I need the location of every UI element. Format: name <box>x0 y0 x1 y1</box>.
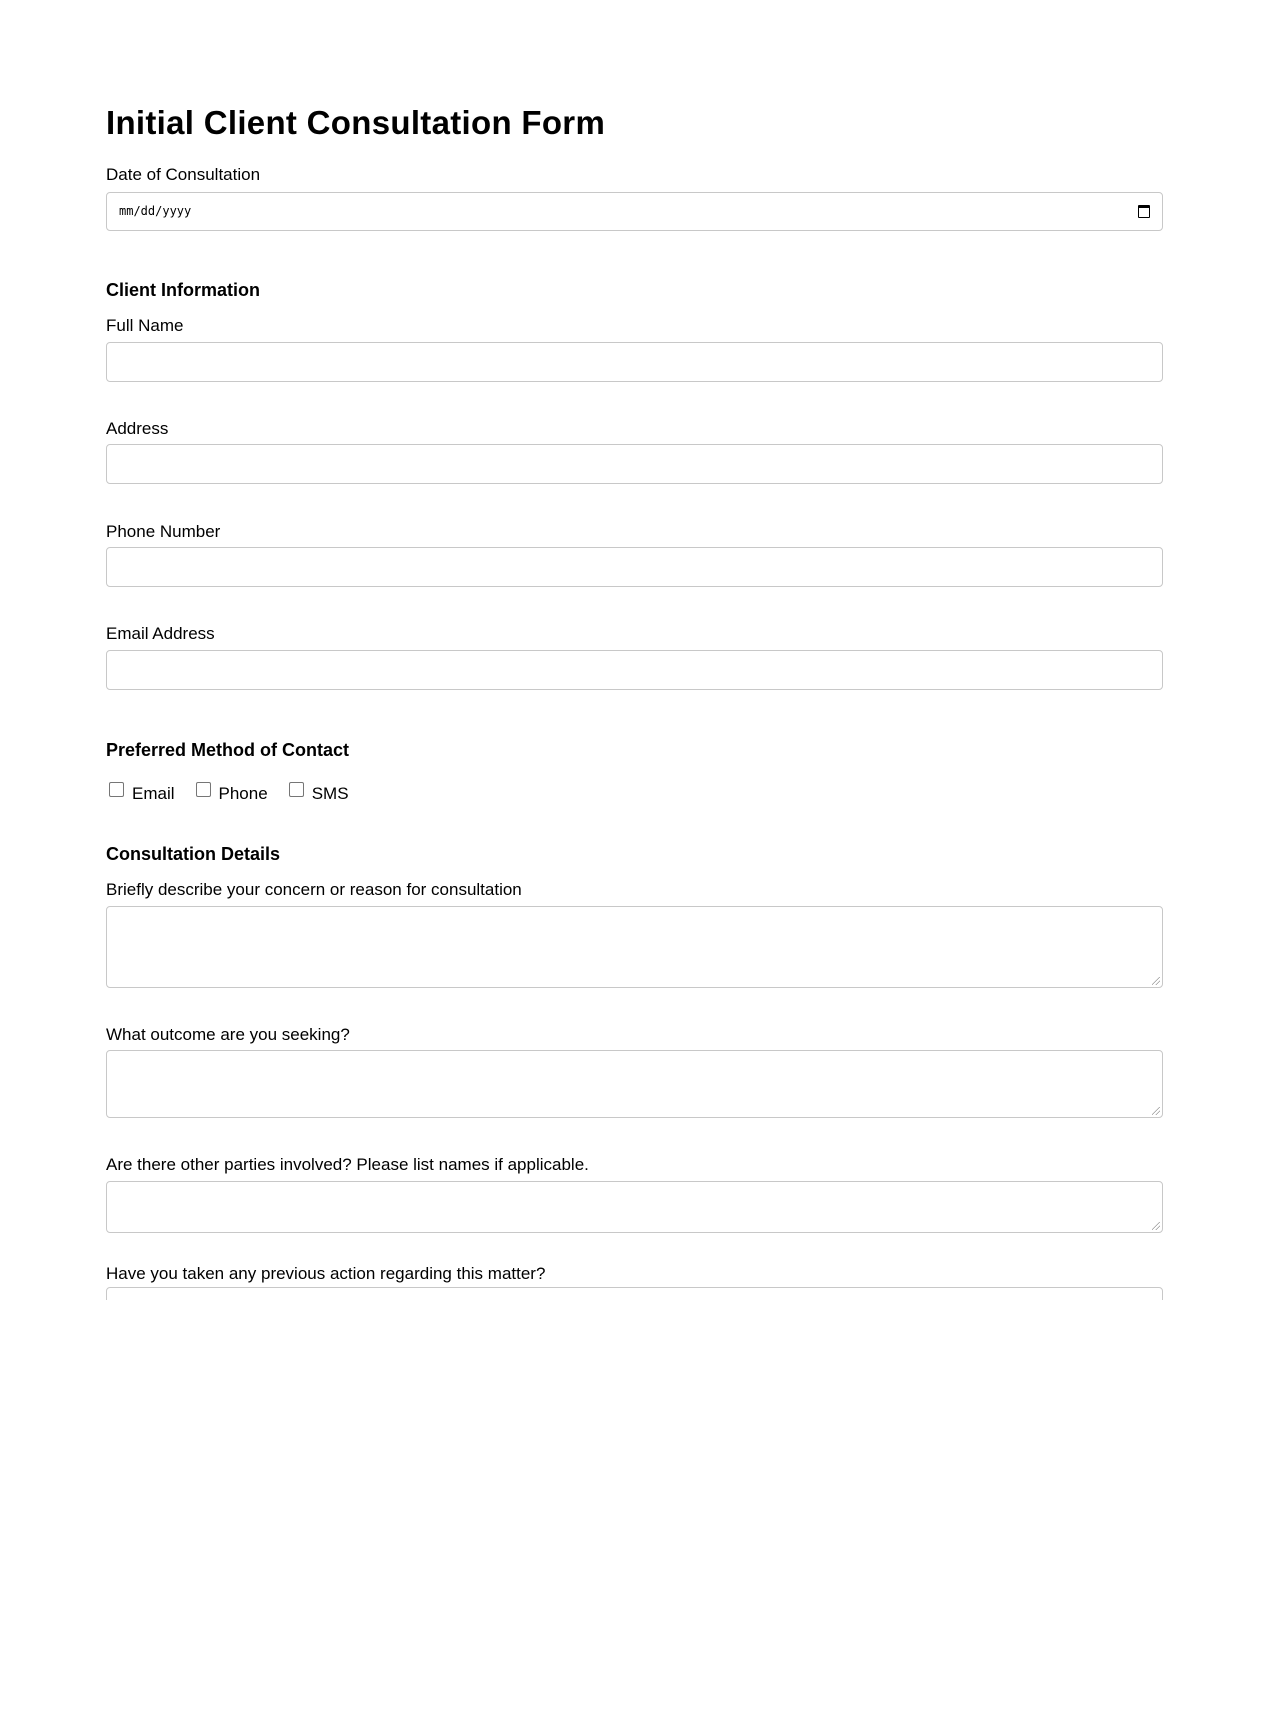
calendar-icon[interactable] <box>1138 205 1150 218</box>
email-option-label: Email <box>132 783 175 803</box>
page-clip <box>0 1300 1263 1726</box>
page-title: Initial Client Consultation Form <box>106 104 606 141</box>
resize-handle-icon[interactable] <box>1152 1222 1160 1230</box>
resize-handle-icon[interactable] <box>1152 977 1160 985</box>
email-checkbox[interactable] <box>109 782 124 797</box>
resize-handle-icon[interactable] <box>1152 1107 1160 1115</box>
parties-label: Are there other parties involved? Please list names if applicable. <box>106 1155 589 1174</box>
section-client-information: Client Information <box>106 280 260 300</box>
concern-textarea[interactable] <box>106 906 1163 988</box>
email-input[interactable] <box>106 650 1163 690</box>
sms-checkbox[interactable] <box>289 782 304 797</box>
phone-checkbox[interactable] <box>196 782 211 797</box>
email-label: Email Address <box>106 624 215 643</box>
contact-option-phone[interactable] <box>193 782 268 805</box>
full-name-input[interactable] <box>106 342 1163 382</box>
address-input[interactable] <box>106 444 1163 484</box>
phone-input[interactable] <box>106 547 1163 587</box>
date-label: Date of Consultation <box>106 165 261 184</box>
contact-option-sms[interactable] <box>286 782 349 805</box>
date-placeholder: mm/dd/yyyy <box>119 204 192 218</box>
phone-option-label: Phone <box>218 783 268 803</box>
address-label: Address <box>106 419 169 438</box>
contact-options <box>106 782 367 805</box>
contact-option-email[interactable] <box>106 782 175 805</box>
outcome-label: What outcome are you seeking? <box>106 1025 350 1044</box>
full-name-label: Full Name <box>106 316 184 335</box>
outcome-textarea[interactable] <box>106 1050 1163 1118</box>
previous-action-label: Have you taken any previous action regarding this matter? <box>106 1264 546 1283</box>
section-consultation-details: Consultation Details <box>106 844 281 864</box>
parties-textarea[interactable] <box>106 1181 1163 1233</box>
phone-label: Phone Number <box>106 522 221 541</box>
section-preferred-contact: Preferred Method of Contact <box>106 740 350 760</box>
date-input[interactable] <box>106 192 1163 231</box>
concern-label: Briefly describe your concern or reason for consultation <box>106 880 522 899</box>
sms-option-label: SMS <box>311 783 349 803</box>
